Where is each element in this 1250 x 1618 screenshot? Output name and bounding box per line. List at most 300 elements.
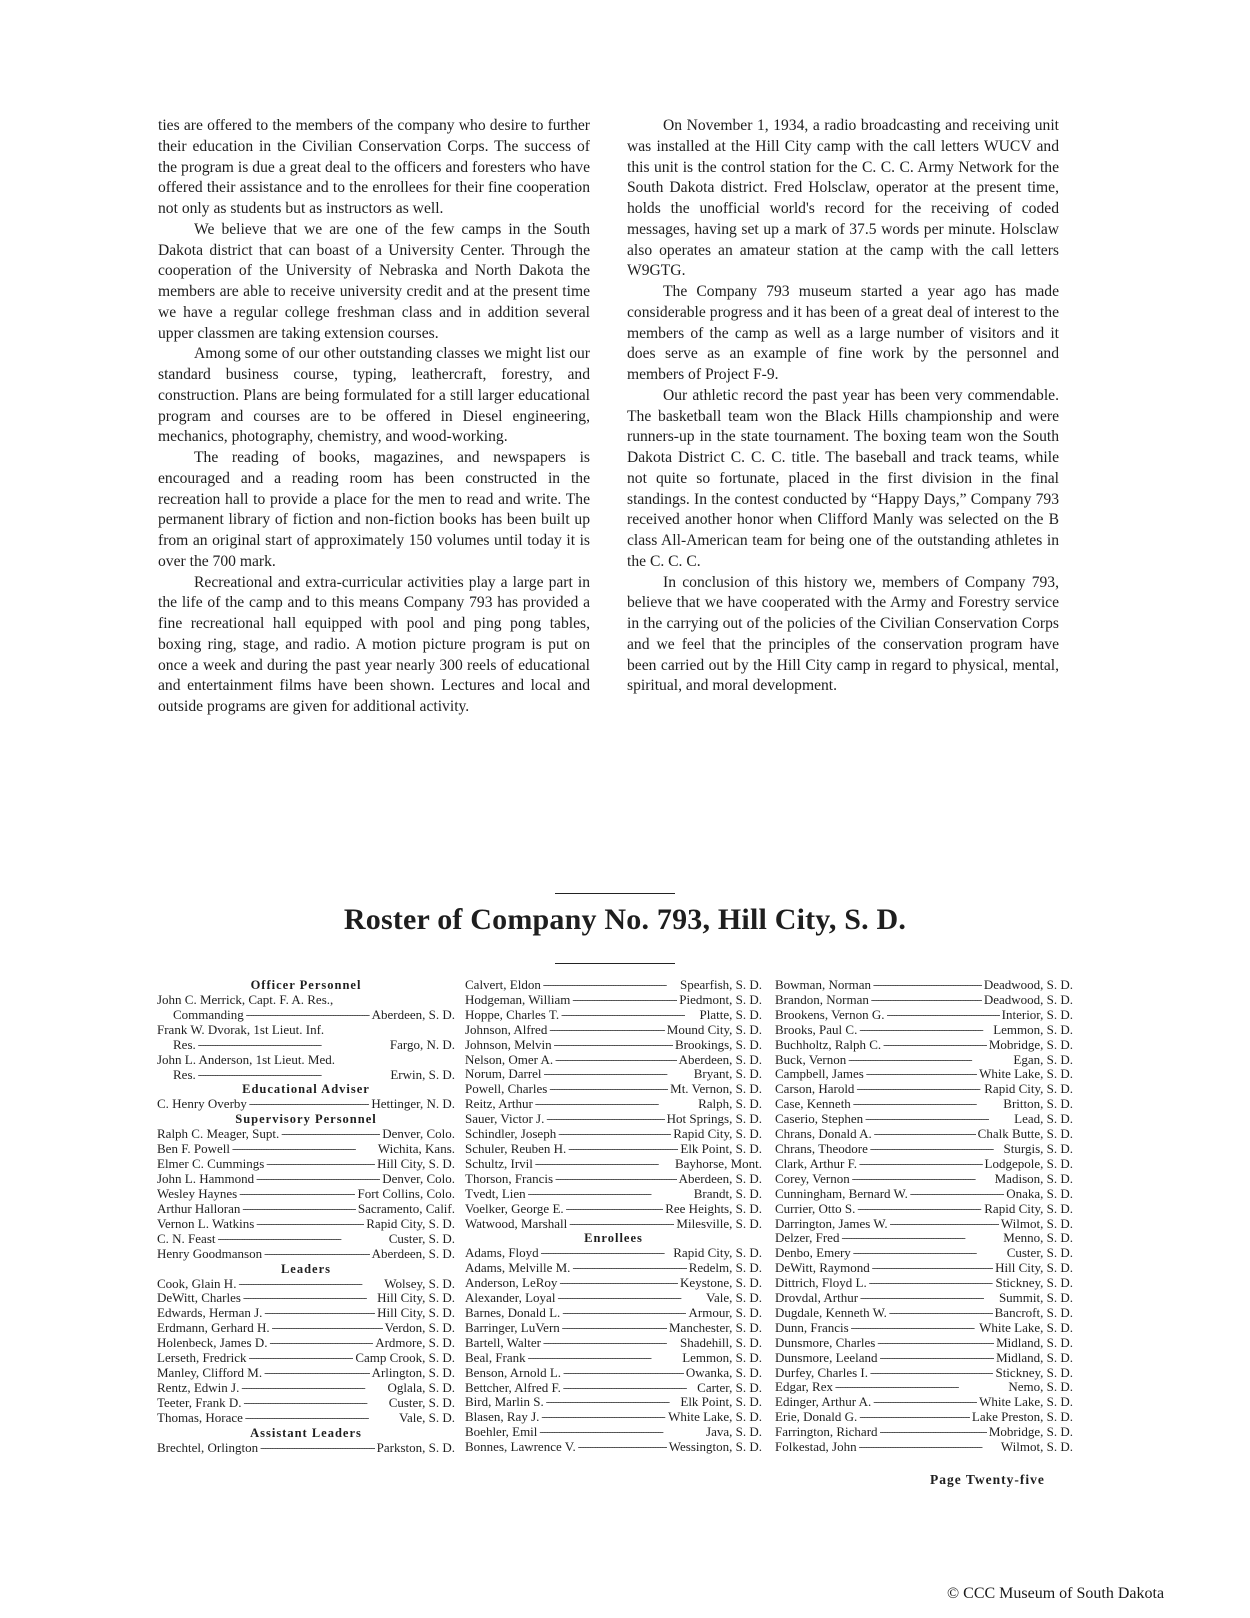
roster-entry-location: Hettinger, N. D. — [371, 1097, 455, 1112]
roster-entry-name: Erie, Donald G. — [775, 1410, 858, 1425]
roster-entry-location: Spearfish, S. D. — [680, 978, 762, 992]
roster-entry — [775, 1440, 1073, 1455]
roster-entry — [465, 993, 762, 1008]
roster-entry-name: Johnson, Melvin — [465, 1037, 552, 1052]
roster-entry-location: Deadwood, S. D. — [983, 992, 1073, 1007]
roster-entry-location: Shadehill, S. D. — [680, 1335, 762, 1350]
leader-dashes — [245, 1411, 397, 1426]
leader-dashes — [870, 1142, 1002, 1157]
leader-dashes — [852, 1172, 993, 1187]
leader-dashes — [557, 1291, 704, 1306]
roster-section-heading: Educational Adviser — [242, 1082, 370, 1097]
roster-entry-name: Dunsmore, Charles — [775, 1335, 876, 1350]
roster-entry — [465, 1142, 762, 1157]
roster-entry — [465, 1067, 762, 1082]
roster-entry-location: Sturgis, S. D. — [1003, 1141, 1073, 1156]
roster-entry — [465, 1038, 762, 1053]
roster-entry-location: Keystone, S. D. — [680, 1276, 762, 1291]
roster-entry — [157, 1232, 455, 1247]
roster-section-heading: Supervisory Personnel — [235, 1112, 377, 1127]
title-rule-bottom — [555, 963, 675, 964]
roster-entry-name: Manley, Clifford M. — [157, 1365, 263, 1380]
roster-entry-name: Rentz, Edwin J. — [157, 1380, 240, 1395]
roster-entry-name: Denbo, Emery — [775, 1246, 851, 1261]
roster-entry-location: Summit, S. D. — [998, 1291, 1073, 1306]
article-paragraph: ties are offered to the members of the company who desire to further their education in the Civilian Conservation Corps. The success of the program is due a great deal to the officers and foresters who have offered their assistance and to the enrollees for their fine cooperation not only as students but as instructors as well. — [158, 117, 590, 217]
roster-entry-location: Bryant, S. D. — [693, 1067, 762, 1082]
roster-entry-name: Buchholtz, Ralph C. — [775, 1037, 882, 1052]
roster-entry-name: Cunningham, Bernard W. — [775, 1186, 908, 1201]
roster-entry — [465, 1276, 762, 1291]
roster-entry-location: Rapid City, S. D. — [673, 1127, 762, 1142]
leader-dashes — [528, 1187, 692, 1202]
roster-entry-name: Corey, Vernon — [775, 1171, 850, 1186]
roster-entry — [157, 1217, 455, 1232]
roster-entry — [465, 1306, 762, 1321]
roster-entry — [775, 1351, 1073, 1366]
roster-entry-name: Chrans, Theodore — [775, 1141, 868, 1156]
leader-dashes — [873, 1395, 977, 1410]
leader-dashes — [242, 1202, 356, 1217]
leader-dashes — [859, 1157, 983, 1172]
roster-entry — [465, 1202, 762, 1217]
roster-entry — [775, 1157, 1073, 1172]
roster-entry-line: Frank W. Dvorak, 1st Lieut. Inf. — [157, 1022, 325, 1037]
roster-entry — [775, 1112, 1073, 1127]
roster-entry — [465, 1097, 762, 1112]
roster-entry-name: Edgar, Rex — [775, 1380, 833, 1395]
roster-entry — [775, 1067, 1073, 1082]
article-paragraph: Our athletic record the past year has been very commendable. The basketball team won the Black Hills championship and were runners-up in the state tournament. The boxing team won the South Dakota District C. C. C. title. The baseball and track teams, while not quite so fortunate, placed in the first division in the final standings. In the contest conducted by “Happy Days,” Company 793 received another honor when Clifford Manly was selected on the B class All-American team for being one of the outstanding athletes in the C. C. C. — [627, 386, 1059, 570]
roster-entry-location: Nemo, S. D. — [1008, 1380, 1073, 1395]
leader-dashes — [568, 1142, 678, 1157]
roster-entry — [775, 1336, 1073, 1351]
roster-section-heading: Enrollees — [584, 1231, 643, 1246]
copyright-notice: © CCC Museum of South Dakota — [947, 1585, 1165, 1602]
roster-entry-location: Denver, Colo. — [382, 1127, 455, 1142]
roster-entry-name: Edinger, Arthur A. — [775, 1395, 872, 1410]
roster-entry-name: Reitz, Arthur — [465, 1097, 533, 1112]
roster-entry — [775, 1172, 1073, 1187]
leader-dashes — [866, 1067, 977, 1082]
leader-dashes — [544, 1067, 692, 1082]
roster-entry-name: Farrington, Richard — [775, 1425, 878, 1440]
roster-entry-location: Onaka, S. D. — [1006, 1186, 1073, 1201]
roster-entry-name: Hoppe, Charles T. — [465, 1007, 560, 1022]
roster-entry-location: Wolsey, S. D. — [384, 1276, 455, 1291]
roster-entry-name: Bonnes, Lawrence V. — [465, 1440, 576, 1455]
leader-dashes — [562, 1306, 686, 1321]
roster-entry — [465, 1336, 762, 1351]
roster-entry-name: Barnes, Donald L. — [465, 1306, 561, 1321]
roster-entry-location: Lemmon, S. D. — [993, 1022, 1073, 1037]
roster-entry — [157, 1127, 455, 1142]
roster-entry-location: Deadwood, S. D. — [983, 978, 1073, 992]
roster-entry-location: Hill City, S. D. — [377, 1291, 455, 1306]
roster-entry-name: Dunsmore, Leeland — [775, 1350, 878, 1365]
leader-dashes — [281, 1127, 380, 1142]
roster-entry — [157, 1008, 455, 1023]
roster-section-heading: Officer Personnel — [250, 978, 362, 992]
roster-entry-location: Mobridge, S. D. — [988, 1425, 1073, 1440]
roster-entry-location: Mound City, S. D. — [666, 1022, 762, 1037]
roster-entry — [157, 1038, 455, 1053]
roster-entry — [157, 1441, 455, 1456]
roster-entry-name: John L. Hammond — [157, 1172, 255, 1187]
roster-entry-name: Boehler, Emil — [465, 1425, 538, 1440]
roster-entry-location: Manchester, S. D. — [669, 1320, 762, 1335]
leader-dashes — [218, 1232, 387, 1247]
roster-entry — [775, 1097, 1073, 1112]
leader-dashes — [266, 1157, 375, 1172]
leader-dashes — [870, 1366, 993, 1381]
roster-entry-location: Lake Preston, S. D. — [971, 1410, 1073, 1425]
roster-entry-location: Camp Crook, S. D. — [355, 1351, 455, 1366]
roster-entry-location: Aberdeen, S. D. — [371, 1007, 455, 1022]
article-paragraph: In conclusion of this history we, members of Company 793, believe that we have cooperated with the Army and Forestry service in the carrying out of the policies of the Civilian Conservation Corps and we feel that the principles of the conservation program have been carried out by the Hill City camp in regard to physical, mental, spiritual, and moral development. — [627, 573, 1059, 695]
roster-entry — [157, 1097, 455, 1112]
roster-entry — [775, 1276, 1073, 1291]
roster-entry — [775, 1261, 1073, 1276]
roster-entry-location: Elk Point, S. D. — [680, 1395, 762, 1410]
roster-entry-location: Milesville, S. D. — [676, 1216, 762, 1231]
roster-entry-location: Sacramento, Calif. — [357, 1201, 455, 1216]
roster-entry-name: Commanding — [173, 1007, 244, 1022]
roster-entry-line: John C. Merrick, Capt. F. A. Res., — [157, 993, 334, 1007]
roster-entry — [465, 1261, 762, 1276]
roster-entry-name: Tvedt, Lien — [465, 1186, 526, 1201]
roster-entry-name: Ben F. Powell — [157, 1142, 230, 1157]
leader-dashes — [872, 1261, 993, 1276]
leader-dashes — [859, 1440, 999, 1455]
roster-entry — [157, 1396, 455, 1411]
roster-entry-name: Adams, Floyd — [465, 1246, 539, 1261]
leader-dashes — [561, 1008, 697, 1023]
roster-entry-name: Campbell, James — [775, 1067, 864, 1082]
roster-entry — [775, 1008, 1073, 1023]
roster-entry-name: Johnson, Alfred — [465, 1022, 548, 1037]
roster-entry-location: Vale, S. D. — [399, 1410, 455, 1425]
roster-entry-name: Sauer, Victor J. — [465, 1112, 545, 1127]
roster-entry-name: Watwood, Marshall — [465, 1216, 568, 1231]
roster-entry-location: Aberdeen, S. D. — [678, 1171, 762, 1186]
roster-entry-name: Darrington, James W. — [775, 1216, 888, 1231]
roster-entry-name: Norum, Darrel — [465, 1067, 542, 1082]
roster-entry-location: Arlington, S. D. — [371, 1365, 455, 1380]
leader-dashes — [546, 1112, 664, 1127]
leader-dashes — [249, 1351, 354, 1366]
roster-entry — [157, 1187, 455, 1202]
roster-entry-location: Aberdeen, S. D. — [678, 1052, 762, 1067]
leader-dashes — [232, 1142, 376, 1157]
roster-entry-name: Drovdal, Arthur — [775, 1291, 859, 1306]
roster-entry-name: Thomas, Horace — [157, 1410, 243, 1425]
roster-entry — [775, 1291, 1073, 1306]
leader-dashes — [543, 1336, 678, 1351]
roster-entry-location: Rapid City, S. D. — [366, 1216, 455, 1231]
leader-dashes — [865, 1112, 1012, 1127]
roster-entry — [465, 1053, 762, 1068]
roster-entry — [465, 1321, 762, 1336]
roster-entry — [465, 1246, 762, 1261]
roster-entry-location: Oglala, S. D. — [387, 1380, 455, 1395]
roster-entry-name: Powell, Charles — [465, 1082, 548, 1097]
roster-entry-location: Custer, S. D. — [388, 1395, 455, 1410]
roster-entry-name: Beal, Frank — [465, 1350, 526, 1365]
roster-entry-name: Clark, Arthur F. — [775, 1156, 858, 1171]
roster-entry-name: Dittrich, Floyd L. — [775, 1276, 867, 1291]
roster-entry-location: Parkston, S. D. — [376, 1440, 455, 1455]
roster-entry-location: Mt. Vernon, S. D. — [670, 1082, 762, 1097]
roster-entry — [775, 1023, 1073, 1038]
roster-entry-name: DeWitt, Raymond — [775, 1261, 870, 1276]
leader-dashes — [539, 1425, 704, 1440]
roster-entry — [775, 1425, 1073, 1440]
roster-entry-location: White Lake, S. D. — [979, 1320, 1073, 1335]
roster-entry-name: Carson, Harold — [775, 1082, 855, 1097]
leader-dashes — [841, 1231, 1001, 1246]
roster-entry-location: Egan, S. D. — [1013, 1052, 1073, 1067]
roster-entry-location: Stickney, S. D. — [995, 1365, 1073, 1380]
article-column-left — [158, 116, 590, 718]
roster-entry — [775, 1187, 1073, 1202]
roster-entry — [465, 1157, 762, 1172]
roster-entry-name: Dugdale, Kenneth W. — [775, 1305, 887, 1320]
leader-dashes — [256, 1217, 364, 1232]
roster-entry-location: Custer, S. D. — [388, 1231, 455, 1246]
leader-dashes — [859, 1023, 991, 1038]
roster-entry-location: Rapid City, S. D. — [984, 1082, 1073, 1097]
roster-entry-name: Arthur Halloran — [157, 1201, 241, 1216]
roster-entry-location: Bancroft, S. D. — [994, 1305, 1073, 1320]
roster-entry — [465, 1291, 762, 1306]
leader-dashes — [535, 1097, 696, 1112]
title-rule-top — [555, 893, 675, 894]
roster-entry-name: Edwards, Herman J. — [157, 1306, 263, 1321]
leader-dashes — [555, 1053, 676, 1068]
leader-dashes — [549, 1023, 664, 1038]
roster-entry-location: Hill City, S. D. — [377, 1306, 455, 1321]
leader-dashes — [562, 1321, 667, 1336]
roster-entry-location: Carter, S. D. — [697, 1380, 762, 1395]
leader-dashes — [874, 1127, 976, 1142]
roster-entry-name: Henry Goodmanson — [157, 1246, 263, 1261]
roster-entry — [775, 1306, 1073, 1321]
leader-dashes — [889, 1306, 993, 1321]
leader-dashes — [264, 1366, 370, 1381]
leader-dashes — [559, 1276, 678, 1291]
roster-entry-location: Lemmon, S. D. — [682, 1350, 762, 1365]
roster-entry-location: Vale, S. D. — [706, 1291, 762, 1306]
leader-dashes — [555, 1172, 676, 1187]
roster-entry — [465, 1187, 762, 1202]
roster-entry — [775, 978, 1073, 993]
page-number: Page Twenty-five — [930, 1472, 1045, 1487]
article-paragraph: Among some of our other outstanding classes we might list our standard business course, typing, leathercraft, forestry, and construction. Plans are being formulated for a still larger educational program and courses are to be offered in Diesel engineering, mechanics, photography, chemistry, and wood-working. — [158, 345, 590, 446]
leader-dashes — [572, 1261, 686, 1276]
roster-entry — [465, 1023, 762, 1038]
roster-entry — [157, 1202, 455, 1217]
roster-entry-name: Dunn, Francis — [775, 1320, 849, 1335]
roster-entry-name: Caserio, Stephen — [775, 1112, 864, 1127]
roster-entry-name: Brechtel, Orlington — [157, 1440, 259, 1455]
leader-dashes — [260, 1441, 375, 1456]
roster-entry-location: Brookings, S. D. — [674, 1037, 762, 1052]
roster-entry — [775, 1082, 1073, 1097]
leader-dashes — [883, 1038, 987, 1053]
roster-entry-location: Brandt, S. D. — [693, 1186, 762, 1201]
roster-entry — [465, 1172, 762, 1187]
roster-entry-name: Nelson, Omer A. — [465, 1052, 554, 1067]
roster-entry-name: Folkestad, John — [775, 1440, 857, 1455]
roster-entry — [775, 1366, 1073, 1381]
roster-entry-location: Redelm, S. D. — [688, 1261, 762, 1276]
leader-dashes — [549, 1082, 668, 1097]
leader-dashes — [238, 1277, 382, 1292]
roster-title: Roster of Company No. 793, Hill City, S. D. — [343, 903, 907, 936]
roster-entry — [775, 1142, 1073, 1157]
leader-dashes — [264, 1306, 375, 1321]
roster-entry-name: Bowman, Norman — [775, 978, 872, 992]
roster-entry-name: Wesley Haynes — [157, 1186, 238, 1201]
roster-entry — [465, 1008, 762, 1023]
roster-entry — [157, 1157, 455, 1172]
leader-dashes — [546, 1395, 679, 1410]
roster-entry-name: Blasen, Ray J. — [465, 1410, 540, 1425]
roster-column-2 — [465, 978, 762, 1455]
roster-entry — [157, 1336, 455, 1351]
leader-dashes — [243, 1396, 386, 1411]
roster-entry-name: Thorson, Francis — [465, 1171, 554, 1186]
roster-entry-name: Chrans, Donald A. — [775, 1127, 872, 1142]
roster-entry-location: Verdon, S. D. — [384, 1321, 455, 1336]
roster-entry-name: Barringer, LuVern — [465, 1320, 560, 1335]
roster-entry — [157, 1277, 455, 1292]
leader-dashes — [558, 1127, 671, 1142]
leader-dashes — [880, 1425, 987, 1440]
leader-dashes — [535, 1157, 673, 1172]
roster-entry-location: Menno, S. D. — [1003, 1231, 1073, 1246]
leader-dashes — [272, 1321, 383, 1336]
leader-dashes — [851, 1321, 977, 1336]
roster-entry — [775, 1395, 1073, 1410]
roster-entry — [465, 1381, 762, 1396]
leader-dashes — [572, 993, 677, 1008]
roster-entry — [465, 1410, 762, 1425]
roster-entry-name: C. Henry Overby — [157, 1097, 247, 1112]
leader-dashes — [541, 1246, 672, 1261]
roster-entry-location: Hill City, S. D. — [995, 1261, 1073, 1276]
roster-entry — [157, 1321, 455, 1336]
roster-entry-location: Ralph, S. D. — [698, 1097, 762, 1112]
roster-entry — [775, 1053, 1073, 1068]
roster-entry-location: White Lake, S. D. — [979, 1067, 1073, 1082]
roster-entry-name: Res. — [173, 1037, 196, 1052]
roster-entry-name: Currier, Otto S. — [775, 1201, 856, 1216]
leader-dashes — [246, 1008, 370, 1023]
leader-dashes — [871, 993, 982, 1008]
roster-entry-name: Alexander, Loyal — [465, 1291, 556, 1306]
roster-entry-name: Delzer, Fred — [775, 1231, 840, 1246]
roster-entry-location: Interior, S. D. — [1001, 1007, 1073, 1022]
roster-entry — [775, 1321, 1073, 1336]
roster-entry-name: Case, Kenneth — [775, 1097, 851, 1112]
roster-entry — [775, 1380, 1073, 1395]
article-paragraph: On November 1, 1934, a radio broadcasting and receiving unit was installed at the Hill City camp with the call letters WUCV and this unit is the control station for the C. C. C. Army Network for the South Dakota district. Fred Holsclaw, operator at the present time, holds the unofficial world's record for the receiving of coded messages, having set up a mark of 37.5 words per minute. Holsclaw also operates an amateur station at the camp with the call letters W9GTG. — [627, 117, 1059, 280]
leader-dashes — [256, 1172, 380, 1187]
leader-dashes — [578, 1440, 667, 1455]
leader-dashes — [873, 978, 982, 993]
roster-column-1 — [157, 978, 455, 1455]
article-paragraph: We believe that we are one of the few camps in the South Dakota district that can boast of a University Center. Through the cooperation of the University of Nebraska and North Dakota the members are able to receive university credit and at the present time we have a regular college freshman class and in addition several upper classmen are taking extension courses. — [158, 220, 590, 342]
roster-entry-location: Stickney, S. D. — [995, 1276, 1073, 1291]
roster-entry-name: Hodgeman, William — [465, 992, 571, 1007]
roster-entry-name: Erdmann, Gerhard H. — [157, 1321, 270, 1336]
roster-entry — [157, 1172, 455, 1187]
roster-entry-location: Wessington, S. D. — [668, 1440, 762, 1455]
leader-dashes — [853, 1097, 1001, 1112]
roster-entry — [775, 1202, 1073, 1217]
roster-entry-name: Bettcher, Alfred F. — [465, 1380, 561, 1395]
roster-entry-name: Bartell, Walter — [465, 1335, 541, 1350]
roster-entry — [775, 1246, 1073, 1261]
article-paragraph: The reading of books, magazines, and newspapers is encouraged and a reading room has been constructed in the recreation hall to provide a place for the men to read and write. The permanent library of fiction and non-fiction books has been built up from an original start of approximately 150 volumes until today it is over the 700 mark. — [158, 449, 590, 570]
roster-entry-location: Wichita, Kans. — [377, 1142, 455, 1157]
leader-dashes — [198, 1038, 388, 1053]
roster-entry-location: Wilmot, S. D. — [1000, 1440, 1073, 1455]
roster-entry-name: Elmer C. Cummings — [157, 1157, 265, 1172]
roster-entry-location: Java, S. D. — [706, 1425, 762, 1440]
roster-entry — [465, 1366, 762, 1381]
roster-entry-name: Buck, Vernon — [775, 1052, 847, 1067]
leader-dashes — [241, 1381, 385, 1396]
leader-dashes — [856, 1082, 982, 1097]
roster-entry — [465, 1082, 762, 1097]
leader-dashes — [853, 1246, 1005, 1261]
leader-dashes — [541, 1410, 666, 1425]
roster-entry-location: Wilmot, S. D. — [1000, 1216, 1073, 1231]
roster-entry-location: Rapid City, S. D. — [673, 1246, 762, 1261]
roster-entry-location: Lodgepole, S. D. — [984, 1156, 1073, 1171]
roster-entry — [465, 1351, 762, 1366]
roster-entry — [465, 1127, 762, 1142]
roster-entry-location: Hill City, S. D. — [377, 1157, 455, 1172]
roster-entry-name: Bird, Marlin S. — [465, 1395, 544, 1410]
roster-entry-name: Lerseth, Fredrick — [157, 1351, 247, 1366]
roster-entry — [157, 1381, 455, 1396]
roster-entry-name: Cook, Glain H. — [157, 1276, 237, 1291]
roster-entry-location: Rapid City, S. D. — [984, 1201, 1073, 1216]
leader-dashes — [543, 978, 678, 993]
roster-entry — [775, 1231, 1073, 1246]
roster-section-heading: Leaders — [280, 1261, 332, 1276]
roster-entry-location: White Lake, S. D. — [979, 1395, 1073, 1410]
roster-entry-location: Hot Springs, S. D. — [666, 1112, 762, 1127]
roster-entry — [465, 1425, 762, 1440]
roster-entry — [157, 1366, 455, 1381]
leader-dashes — [869, 1276, 994, 1291]
article-column-right — [627, 116, 1059, 697]
roster-entry-name: Voelker, George E. — [465, 1201, 564, 1216]
roster-entry-location: Denver, Colo. — [382, 1172, 455, 1187]
leader-dashes — [198, 1068, 389, 1083]
leader-dashes — [563, 1381, 695, 1396]
roster-entry — [465, 1395, 762, 1410]
roster-entry — [157, 1291, 455, 1306]
roster-entry — [775, 1038, 1073, 1053]
leader-dashes — [859, 1410, 970, 1425]
roster-entry — [775, 1217, 1073, 1232]
